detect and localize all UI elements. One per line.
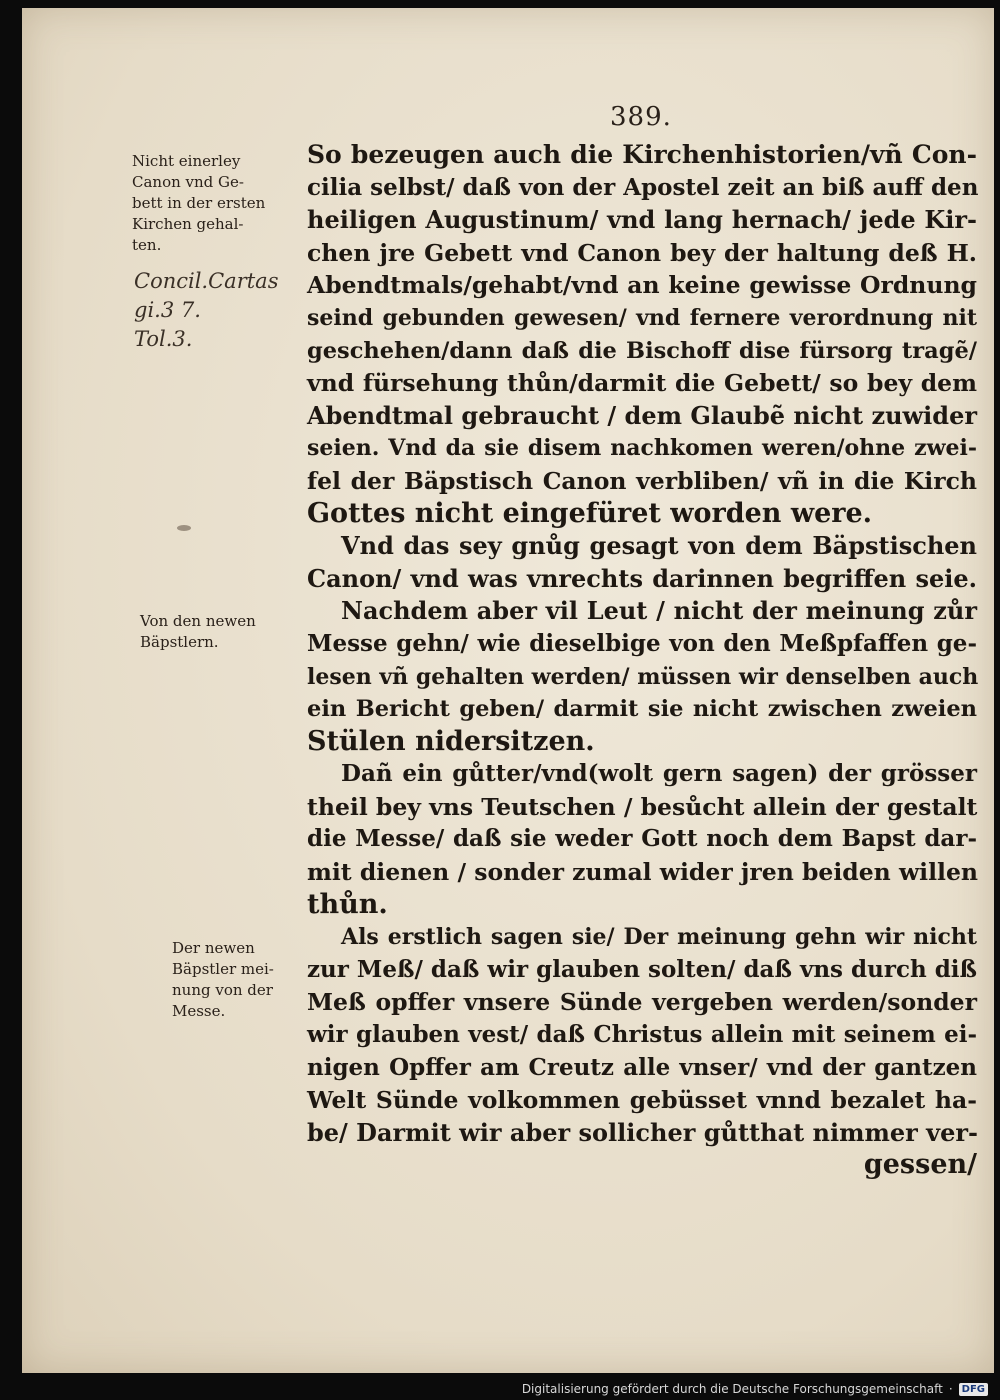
text-line: die Messe/ daß sie weder Gott noch dem Bapst dar- (307, 825, 977, 853)
text-line: chen jre Gebett vnd Canon bey der haltung deß H. (307, 238, 977, 267)
text-line: fel der Bäpstisch Canon verbliben/ vñ in die Kirch (307, 466, 977, 495)
text-line: Messe gehn/ wie dieselbige von den Meßpfaffen ge- (307, 629, 977, 657)
margin-note-canon (132, 151, 265, 256)
margin-note-line: Canon vnd Ge- (132, 173, 244, 191)
catchword: gessen/ (863, 1149, 977, 1181)
text-line: Abendtmals/gehabt/vnd an keine gewisse Ordnung (307, 271, 977, 300)
text-line: wir glauben vest/ daß Christus allein mit seinem ei- (307, 1021, 977, 1049)
text-line: Dañ ein gůtter/vnd(wolt gern sagen) der grösser (341, 760, 977, 788)
text-line: seind gebunden gewesen/ vnd fernere verordnung nit (307, 304, 977, 331)
text-line: heiligen Augustinum/ vnd lang hernach/ jede Kir- (307, 205, 977, 235)
margin-note-line: Der newen (172, 939, 255, 957)
text-line: Gottes nicht eingefüret worden were. (307, 497, 873, 529)
digitization-credit: Digitalisierung gefördert durch die Deutsche Forschungsgemeinschaft · DFG (522, 1382, 988, 1396)
margin-note-line: Nicht einerley (132, 152, 241, 170)
margin-note-line: nung von der (172, 981, 273, 999)
text-line: Als erstlich sagen sie/ Der meinung gehn wir nicht (341, 924, 977, 951)
text-line: zur Meß/ daß wir glauben solten/ daß vns durch diß (307, 955, 977, 983)
text-line: Welt Sünde volkommen gebüsset vnnd bezalet ha- (307, 1086, 977, 1115)
margin-note-mass-opinion (172, 938, 274, 1022)
credit-text: Digitalisierung gefördert durch die Deutsche Forschungsgemeinschaft (521, 1382, 943, 1396)
text-line: Nachdem aber vil Leut / nicht der meinung zůr (341, 596, 977, 626)
text-line: thůn. (307, 888, 388, 920)
latin-note-line: Concil.Cartas (134, 269, 279, 293)
text-line: be/ Darmit wir aber sollicher gůtthat nimmer ver- (307, 1117, 979, 1147)
text-line: Vnd das sey gnůg gesagt von dem Bäpstischen (341, 531, 977, 561)
margin-note-line: Messe. (172, 1002, 226, 1020)
margin-note-line: Bäpstlern. (140, 633, 219, 651)
text-line: geschehen/dann daß die Bischoff dise fürsorg tragẽ/ (307, 337, 977, 364)
margin-note-line: ten. (132, 236, 162, 254)
text-line: Stülen nidersitzen. (307, 725, 595, 757)
margin-note-line: bett in der ersten (132, 194, 266, 212)
text-line: So bezeugen auch die Kirchenhistorien/vñ Con- (307, 140, 977, 169)
text-line: lesen vñ gehalten werden/ müssen wir denselben auch (307, 663, 979, 690)
margin-note-new-papists (140, 611, 256, 653)
text-line: nigen Opffer am Creutz alle vnser/ vnd der gantzen (307, 1053, 977, 1081)
text-line: ein Bericht geben/ darmit sie nicht zwischen zweien (307, 696, 977, 723)
margin-note-council-reference (134, 267, 278, 354)
text-line: theil bey vns Teutschen / besůcht allein der gestalt (307, 792, 978, 821)
page-number: 389. (610, 102, 672, 132)
margin-note-line: Kirchen gehal- (132, 215, 244, 233)
text-line: Meß opffer vnsere Sünde vergeben werden/sonder (307, 988, 977, 1017)
text-line: cilia selbst/ daß von der Apostel zeit an biß auff den (307, 173, 979, 201)
margin-note-line: Von den newen (140, 612, 256, 630)
latin-note-line: Tol.3. (134, 327, 193, 351)
dfg-logo-icon: DFG (959, 1383, 988, 1396)
book-page (22, 8, 994, 1373)
text-line: Abendtmal gebraucht / dem Glaubẽ nicht zuwider (307, 400, 977, 430)
text-line: mit dienen / sonder zumal wider jren beiden willen (307, 858, 978, 887)
text-line: Canon/ vnd was vnrechts darinnen begriffen seie. (307, 563, 977, 593)
margin-note-line: Bäpstler mei- (172, 960, 274, 978)
text-line: vnd fürsehung thůn/darmit die Gebett/ so bey dem (307, 369, 977, 398)
ink-mark (177, 525, 191, 531)
text-line: seien. Vnd da sie disem nachkomen weren/ohne zwei- (307, 435, 977, 462)
main-text-block (307, 139, 977, 1182)
latin-note-line: gi.3 7. (134, 298, 201, 322)
